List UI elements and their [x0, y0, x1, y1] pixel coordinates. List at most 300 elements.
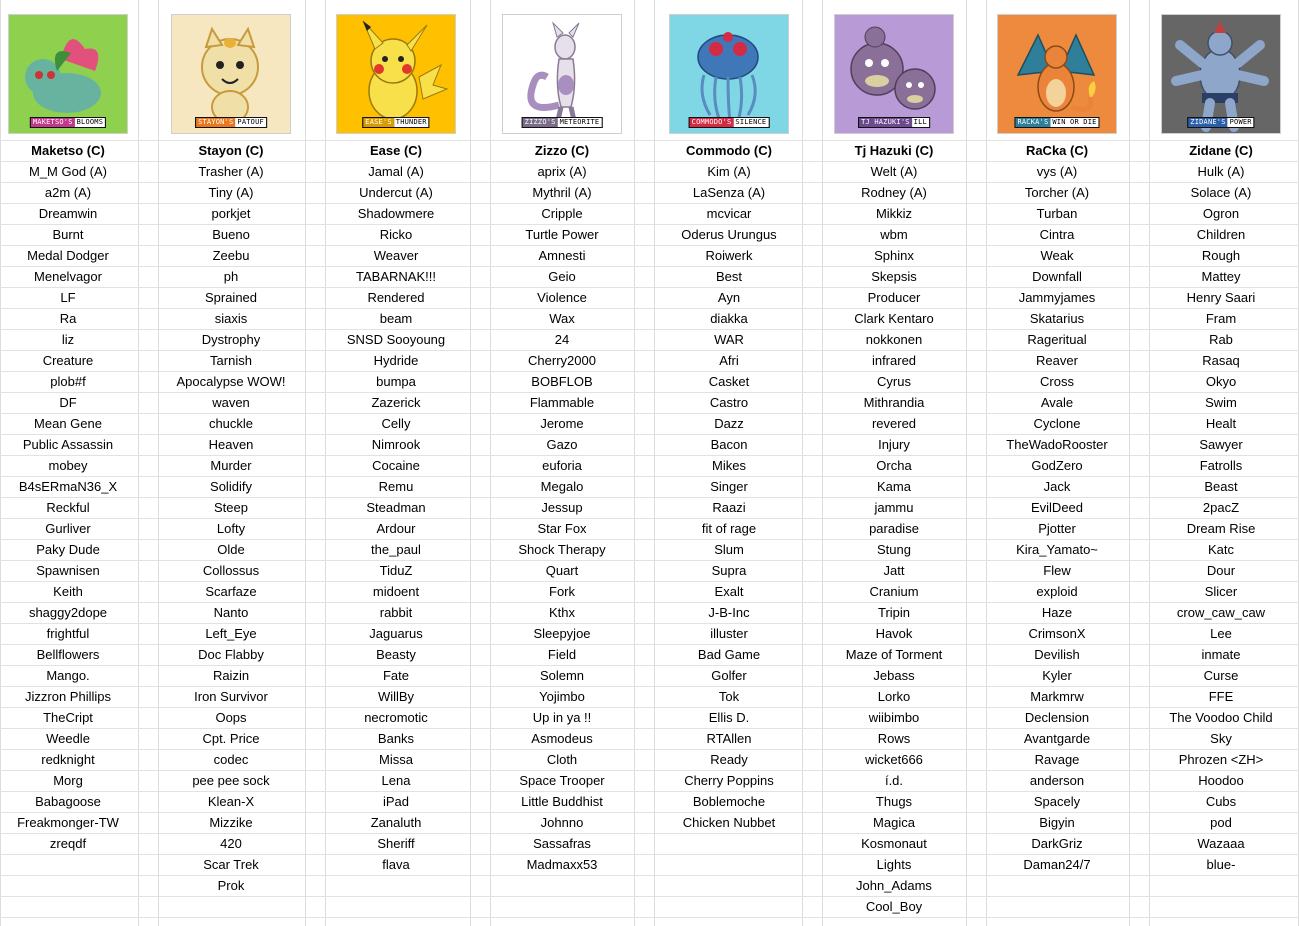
player-cell[interactable]: Okyo: [1205, 374, 1237, 389]
player-cell[interactable]: nokkonen: [865, 332, 923, 347]
player-cell[interactable]: Doc Flabby: [198, 647, 264, 662]
player-cell[interactable]: Supra: [711, 563, 747, 578]
player-cell[interactable]: vys (A): [1036, 164, 1078, 179]
player-cell[interactable]: Ellis D.: [708, 710, 750, 725]
player-cell[interactable]: Ricko: [379, 227, 413, 242]
player-cell[interactable]: wiibimbo: [868, 710, 920, 725]
player-cell[interactable]: Havok: [875, 626, 913, 641]
player-cell[interactable]: Burnt: [52, 227, 84, 242]
player-cell[interactable]: Lena: [381, 773, 411, 788]
player-cell[interactable]: Sky: [1210, 731, 1232, 746]
player-cell[interactable]: Best: [715, 269, 742, 284]
player-cell[interactable]: Thugs: [875, 794, 913, 809]
player-cell[interactable]: diakka: [710, 311, 748, 326]
player-cell[interactable]: Singer: [710, 479, 748, 494]
player-cell[interactable]: Downfall: [1032, 269, 1082, 284]
player-cell[interactable]: John_Adams: [856, 878, 932, 893]
player-cell[interactable]: Celly: [381, 416, 411, 431]
player-cell[interactable]: Solemn: [539, 668, 585, 683]
player-cell[interactable]: Left_Eye: [205, 626, 257, 641]
player-cell[interactable]: Tripin: [877, 605, 911, 620]
player-cell[interactable]: Wax: [549, 311, 575, 326]
player-cell[interactable]: Rendered: [367, 290, 425, 305]
player-cell[interactable]: the_paul: [371, 542, 421, 557]
captain-header-cell[interactable]: Ease (C): [369, 143, 423, 158]
player-cell[interactable]: Mean Gene: [34, 416, 102, 431]
player-cell[interactable]: Tiny (A): [208, 185, 254, 200]
player-cell[interactable]: Mithrandia: [863, 395, 925, 410]
player-cell[interactable]: Maze of Torment: [845, 647, 943, 662]
player-cell[interactable]: Shadowmere: [357, 206, 435, 221]
player-cell[interactable]: Sheriff: [377, 836, 415, 851]
player-cell[interactable]: Producer: [867, 290, 921, 305]
player-cell[interactable]: Raazi: [712, 500, 746, 515]
player-cell[interactable]: Hoodoo: [1198, 773, 1244, 788]
player-cell[interactable]: Cyclone: [1033, 416, 1081, 431]
player-cell[interactable]: EvilDeed: [1030, 500, 1084, 515]
player-cell[interactable]: inmate: [1201, 647, 1241, 662]
player-cell[interactable]: Oops: [215, 710, 247, 725]
player-cell[interactable]: revered: [871, 416, 917, 431]
team-logo-image: [336, 14, 456, 134]
player-cell[interactable]: Wazaaa: [1197, 836, 1245, 851]
player-cell[interactable]: waven: [212, 395, 250, 410]
player-cell[interactable]: Jessup: [541, 500, 583, 515]
player-cell[interactable]: Jack: [1043, 479, 1071, 494]
player-cell[interactable]: wbm: [880, 227, 908, 242]
player-cell[interactable]: codec: [213, 752, 249, 767]
player-cell[interactable]: redknight: [41, 752, 95, 767]
team-logo-image: [1161, 14, 1281, 134]
player-cell[interactable]: Chicken Nubbet: [682, 815, 776, 830]
player-cell[interactable]: SNSD Sooyoung: [346, 332, 446, 347]
player-cell[interactable]: Rodney (A): [861, 185, 927, 200]
team-logo-tag: [195, 117, 267, 128]
player-cell[interactable]: Mikkiz: [875, 206, 913, 221]
team-logo-name: ZIDANE'S: [1190, 118, 1226, 126]
player-cell[interactable]: aprix (A): [537, 164, 587, 179]
player-cell[interactable]: Zanaluth: [370, 815, 422, 830]
player-cell[interactable]: RTAllen: [706, 731, 752, 746]
player-cell[interactable]: DF: [59, 395, 77, 410]
player-cell[interactable]: Cross: [1040, 374, 1074, 389]
player-cell[interactable]: euforia: [542, 458, 582, 473]
player-cell[interactable]: pee pee sock: [192, 773, 270, 788]
player-cell[interactable]: plob#f: [50, 374, 86, 389]
player-cell[interactable]: Slicer: [1204, 584, 1238, 599]
player-cell[interactable]: Klean-X: [207, 794, 255, 809]
player-cell[interactable]: crow_caw_caw: [1176, 605, 1266, 620]
player-cell[interactable]: wicket666: [865, 752, 923, 767]
player-cell[interactable]: Sassafras: [533, 836, 591, 851]
player-cell[interactable]: Banks: [377, 731, 415, 746]
player-cell[interactable]: M_M God (A): [28, 164, 107, 179]
player-cell[interactable]: Cool_Boy: [865, 899, 923, 914]
player-cell[interactable]: Little Buddhist: [521, 794, 603, 809]
player-cell[interactable]: Haze: [1041, 605, 1073, 620]
player-cell[interactable]: Cintra: [1039, 227, 1075, 242]
player-cell[interactable]: Rageritual: [1027, 332, 1087, 347]
player-cell[interactable]: CrimsonX: [1028, 626, 1086, 641]
player-cell[interactable]: Dreamwin: [38, 206, 98, 221]
gridline-horizontal: [0, 896, 1299, 897]
player-cell[interactable]: Fork: [549, 584, 575, 599]
player-cell[interactable]: Cyrus: [877, 374, 911, 389]
player-cell[interactable]: Markmrw: [1030, 689, 1084, 704]
player-cell[interactable]: Babagoose: [35, 794, 101, 809]
player-cell[interactable]: mcvicar: [706, 206, 752, 221]
player-cell[interactable]: Lights: [876, 857, 912, 872]
player-cell[interactable]: fit of rage: [701, 521, 757, 536]
player-cell[interactable]: Kim (A): [707, 164, 751, 179]
team-logo-title: METEORITE: [559, 118, 600, 126]
player-cell[interactable]: Ra: [59, 311, 77, 326]
player-cell[interactable]: bumpa: [376, 374, 416, 389]
player-cell[interactable]: GodZero: [1031, 458, 1083, 473]
player-cell[interactable]: ph: [223, 269, 239, 284]
player-cell[interactable]: Exalt: [714, 584, 744, 599]
player-cell[interactable]: Shock Therapy: [518, 542, 606, 557]
player-cell[interactable]: Heaven: [208, 437, 254, 452]
player-cell[interactable]: Jatt: [883, 563, 905, 578]
player-cell[interactable]: Stung: [877, 542, 911, 557]
player-cell[interactable]: Dazz: [714, 416, 744, 431]
player-cell[interactable]: Flammable: [529, 395, 595, 410]
captain-header-cell[interactable]: Maketso (C): [31, 143, 105, 158]
player-cell[interactable]: Jammyjames: [1018, 290, 1096, 305]
player-cell[interactable]: Skatarius: [1029, 311, 1085, 326]
player-cell[interactable]: Trasher (A): [198, 164, 264, 179]
player-cell[interactable]: Scarfaze: [205, 584, 257, 599]
player-cell[interactable]: Cloth: [546, 752, 578, 767]
player-cell[interactable]: Orcha: [876, 458, 912, 473]
team-logo-image: [669, 14, 789, 134]
player-cell[interactable]: Declension: [1024, 710, 1090, 725]
player-cell[interactable]: Murder: [210, 458, 252, 473]
player-cell[interactable]: Cripple: [541, 206, 583, 221]
player-cell[interactable]: Paky Dude: [36, 542, 100, 557]
player-cell[interactable]: iPad: [382, 794, 410, 809]
player-cell[interactable]: Mizzike: [209, 815, 253, 830]
player-cell[interactable]: shaggy2dope: [28, 605, 108, 620]
player-cell[interactable]: Jebass: [873, 668, 915, 683]
player-cell[interactable]: Phrozen <ZH>: [1178, 752, 1264, 767]
player-cell[interactable]: Slum: [714, 542, 744, 557]
player-cell[interactable]: exploid: [1036, 584, 1078, 599]
player-cell[interactable]: Welt (A): [870, 164, 918, 179]
player-cell[interactable]: a2m (A): [44, 185, 92, 200]
player-cell[interactable]: Nanto: [213, 605, 249, 620]
player-cell[interactable]: Children: [1196, 227, 1246, 242]
player-cell[interactable]: Collossus: [202, 563, 260, 578]
team-logo-tag: [522, 117, 603, 128]
player-cell[interactable]: Flew: [1043, 563, 1071, 578]
player-cell[interactable]: Geio: [548, 269, 576, 284]
player-cell[interactable]: Gazo: [546, 437, 578, 452]
player-cell[interactable]: Katc: [1207, 542, 1234, 557]
player-cell[interactable]: anderson: [1029, 773, 1085, 788]
player-cell[interactable]: illuster: [710, 626, 748, 641]
player-cell[interactable]: liz: [61, 332, 75, 347]
team-logo-title: THUNDER: [395, 118, 427, 126]
player-cell[interactable]: Daman24/7: [1023, 857, 1091, 872]
team-logo-tag: [1014, 117, 1099, 128]
team-logo-tag: [689, 117, 770, 128]
player-cell[interactable]: The Voodoo Child: [1169, 710, 1273, 725]
player-cell[interactable]: Iron Survivor: [194, 689, 268, 704]
captain-header-cell[interactable]: Zidane (C): [1189, 143, 1253, 158]
player-cell[interactable]: Undercut (A): [359, 185, 433, 200]
player-cell[interactable]: Nimrook: [371, 437, 421, 452]
player-cell[interactable]: Lofty: [216, 521, 246, 536]
player-cell[interactable]: Jerome: [540, 416, 584, 431]
player-cell[interactable]: Jizzron Phillips: [25, 689, 111, 704]
player-cell[interactable]: DarkGriz: [1031, 836, 1083, 851]
player-cell[interactable]: LaSenza (A): [692, 185, 766, 200]
player-cell[interactable]: Clark Kentaro: [854, 311, 934, 326]
player-cell[interactable]: siaxis: [214, 311, 248, 326]
player-cell[interactable]: Casket: [708, 374, 750, 389]
player-cell[interactable]: jammu: [874, 500, 914, 515]
player-cell[interactable]: Rab: [1209, 332, 1233, 347]
player-cell[interactable]: Apocalypse WOW!: [176, 374, 286, 389]
player-cell[interactable]: Cocaine: [372, 458, 420, 473]
player-cell[interactable]: LF: [60, 290, 76, 305]
player-cell[interactable]: Pjotter: [1038, 521, 1076, 536]
team-logo-name: RACKA'S: [1017, 118, 1049, 126]
player-cell[interactable]: Reaver: [1036, 353, 1078, 368]
player-cell[interactable]: B4sERmaN36_X: [18, 479, 118, 494]
player-cell[interactable]: Avale: [1040, 395, 1074, 410]
player-cell[interactable]: Beast: [1204, 479, 1238, 494]
player-cell[interactable]: Jamal (A): [368, 164, 424, 179]
player-cell[interactable]: í.d.: [884, 773, 904, 788]
player-cell[interactable]: chuckle: [208, 416, 254, 431]
player-cell[interactable]: Rasaq: [1202, 353, 1240, 368]
player-cell[interactable]: Ayn: [717, 290, 741, 305]
player-cell[interactable]: Bacon: [710, 437, 748, 452]
player-cell[interactable]: Weaver: [373, 248, 419, 263]
captain-header-cell[interactable]: RaCka (C): [1025, 143, 1089, 158]
player-cell[interactable]: TiduZ: [379, 563, 413, 578]
player-cell[interactable]: Boblemoche: [692, 794, 766, 809]
player-cell[interactable]: Cpt. Price: [202, 731, 260, 746]
player-cell[interactable]: TheCript: [43, 710, 93, 725]
player-cell[interactable]: Remu: [378, 479, 414, 494]
team-logo-tag: [858, 117, 930, 128]
player-cell[interactable]: Cherry2000: [528, 353, 596, 368]
player-cell[interactable]: Avantgarde: [1023, 731, 1091, 746]
player-cell[interactable]: Zazerick: [371, 395, 421, 410]
player-cell[interactable]: Henry Saari: [1186, 290, 1256, 305]
captain-header-cell[interactable]: Zizzo (C): [534, 143, 590, 158]
player-cell[interactable]: Curse: [1203, 668, 1239, 683]
player-cell[interactable]: Quart: [545, 563, 579, 578]
player-cell[interactable]: Sphinx: [874, 248, 914, 263]
player-cell[interactable]: Steadman: [366, 500, 426, 515]
team-logo-image: [997, 14, 1117, 134]
player-cell[interactable]: pod: [1210, 815, 1232, 830]
player-cell[interactable]: midoent: [372, 584, 420, 599]
player-cell[interactable]: porkjet: [211, 206, 251, 221]
player-cell[interactable]: Beasty: [376, 647, 416, 662]
player-cell[interactable]: J-B-Inc: [708, 605, 750, 620]
player-cell[interactable]: Up in ya !!: [532, 710, 592, 725]
player-cell[interactable]: Kthx: [548, 605, 575, 620]
player-cell[interactable]: Devilish: [1034, 647, 1080, 662]
player-cell[interactable]: Violence: [537, 290, 587, 305]
player-cell[interactable]: Bellflowers: [36, 647, 100, 662]
player-cell[interactable]: FFE: [1208, 689, 1234, 704]
player-cell[interactable]: Johnno: [540, 815, 584, 830]
team-logo-name: STAYON'S: [198, 118, 234, 126]
player-cell[interactable]: Steep: [214, 500, 248, 515]
player-cell[interactable]: Lee: [1210, 626, 1232, 641]
player-cell[interactable]: Oderus Urungus: [681, 227, 777, 242]
player-cell[interactable]: Tok: [718, 689, 740, 704]
player-cell[interactable]: Roiwerk: [705, 248, 753, 263]
player-cell[interactable]: Turban: [1036, 206, 1078, 221]
player-cell[interactable]: Kosmonaut: [861, 836, 927, 851]
player-cell[interactable]: Megalo: [540, 479, 584, 494]
player-cell[interactable]: Spawnisen: [36, 563, 100, 578]
player-cell[interactable]: Cranium: [869, 584, 919, 599]
player-cell[interactable]: Missa: [379, 752, 413, 767]
player-cell[interactable]: Magica: [873, 815, 915, 830]
player-cell[interactable]: Raizin: [212, 668, 250, 683]
player-cell[interactable]: Fate: [382, 668, 409, 683]
player-cell[interactable]: Bigyin: [1039, 815, 1075, 830]
player-cell[interactable]: WillBy: [377, 689, 415, 704]
player-cell[interactable]: Solace (A): [1190, 185, 1252, 200]
player-cell[interactable]: Ardour: [376, 521, 416, 536]
player-cell[interactable]: Scar Trek: [203, 857, 259, 872]
player-cell[interactable]: blue-: [1206, 857, 1236, 872]
player-cell[interactable]: Castro: [709, 395, 749, 410]
player-cell[interactable]: Skepsis: [871, 269, 917, 284]
captain-header-cell[interactable]: Tj Hazuki (C): [854, 143, 934, 158]
player-cell[interactable]: Creature: [42, 353, 94, 368]
captain-header-cell[interactable]: Commodo (C): [686, 143, 772, 158]
player-cell[interactable]: necromotic: [364, 710, 428, 725]
player-cell[interactable]: Dream Rise: [1186, 521, 1256, 536]
player-cell[interactable]: Madmaxx53: [526, 857, 598, 872]
player-cell[interactable]: Yojimbo: [539, 689, 585, 704]
player-cell[interactable]: Weedle: [46, 731, 90, 746]
player-cell[interactable]: Reckful: [46, 500, 90, 515]
player-cell[interactable]: Sleepyjoe: [533, 626, 591, 641]
player-cell[interactable]: Ready: [710, 752, 748, 767]
player-cell[interactable]: Star Fox: [537, 521, 587, 536]
player-cell[interactable]: Ravage: [1034, 752, 1080, 767]
player-cell[interactable]: Medal Dodger: [27, 248, 109, 263]
player-cell[interactable]: Rough: [1201, 248, 1241, 263]
player-cell[interactable]: Morg: [53, 773, 83, 788]
player-cell[interactable]: Lorko: [877, 689, 911, 704]
player-cell[interactable]: Weak: [1040, 248, 1074, 263]
player-cell[interactable]: Tarnish: [210, 353, 252, 368]
player-cell[interactable]: paradise: [869, 521, 919, 536]
player-cell[interactable]: Mikes: [712, 458, 746, 473]
player-cell[interactable]: 420: [220, 836, 242, 851]
player-cell[interactable]: Mango.: [46, 668, 90, 683]
player-cell[interactable]: Rows: [877, 731, 911, 746]
player-cell[interactable]: Healt: [1205, 416, 1237, 431]
player-cell[interactable]: Kyler: [1042, 668, 1072, 683]
player-cell[interactable]: Gurliver: [45, 521, 91, 536]
player-cell[interactable]: Afri: [719, 353, 739, 368]
player-cell[interactable]: 2pacZ: [1202, 500, 1240, 515]
player-cell[interactable]: Dystrophy: [201, 332, 261, 347]
team-logo-title: WIN OR DIE: [1052, 118, 1097, 126]
player-cell[interactable]: zreqdf: [49, 836, 87, 851]
player-cell[interactable]: beam: [379, 311, 413, 326]
player-cell[interactable]: Cubs: [1205, 794, 1237, 809]
player-cell[interactable]: Mythril (A): [532, 185, 592, 200]
player-cell[interactable]: flava: [382, 857, 410, 872]
team-logo-tag: [1187, 117, 1254, 128]
player-cell[interactable]: Space Trooper: [519, 773, 605, 788]
player-cell[interactable]: Hulk (A): [1197, 164, 1245, 179]
player-cell[interactable]: Kama: [877, 479, 911, 494]
player-cell[interactable]: Ogron: [1202, 206, 1240, 221]
player-cell[interactable]: Spacely: [1033, 794, 1081, 809]
player-cell[interactable]: Amnesti: [538, 248, 586, 263]
player-cell[interactable]: Field: [547, 647, 577, 662]
player-cell[interactable]: Solidify: [210, 479, 252, 494]
captain-header-cell[interactable]: Stayon (C): [198, 143, 264, 158]
player-cell[interactable]: Freakmonger-TW: [17, 815, 119, 830]
player-cell[interactable]: BOBFLOB: [531, 374, 593, 389]
team-logo-name: COMMODO'S: [691, 118, 732, 126]
player-cell[interactable]: Kira_Yamato~: [1016, 542, 1098, 557]
player-cell[interactable]: infrared: [871, 353, 917, 368]
player-cell[interactable]: Mattey: [1201, 269, 1241, 284]
player-cell[interactable]: Cherry Poppins: [684, 773, 774, 788]
player-cell[interactable]: Fatrolls: [1199, 458, 1243, 473]
player-cell[interactable]: Zeebu: [212, 248, 250, 263]
player-cell[interactable]: Menelvagor: [34, 269, 102, 284]
player-cell[interactable]: Asmodeus: [531, 731, 593, 746]
player-cell[interactable]: TABARNAK!!!: [356, 269, 436, 284]
player-cell[interactable]: Turtle Power: [525, 227, 599, 242]
player-cell[interactable]: WAR: [714, 332, 744, 347]
player-cell[interactable]: Prok: [217, 878, 245, 893]
player-cell[interactable]: Injury: [878, 437, 910, 452]
player-cell[interactable]: Swim: [1205, 395, 1237, 410]
player-cell[interactable]: Olde: [217, 542, 245, 557]
player-cell[interactable]: Bueno: [212, 227, 250, 242]
player-cell[interactable]: Sprained: [204, 290, 258, 305]
player-cell[interactable]: Jaguarus: [369, 626, 423, 641]
player-cell[interactable]: Keith: [53, 584, 83, 599]
player-cell[interactable]: Sawyer: [1199, 437, 1243, 452]
player-cell[interactable]: Bad Game: [697, 647, 761, 662]
player-cell[interactable]: mobey: [48, 458, 88, 473]
player-cell[interactable]: frightful: [46, 626, 90, 641]
player-cell[interactable]: Dour: [1206, 563, 1236, 578]
player-cell[interactable]: 24: [554, 332, 570, 347]
player-cell[interactable]: TheWadoRooster: [1006, 437, 1108, 452]
player-cell[interactable]: Public Assassin: [22, 437, 114, 452]
player-cell[interactable]: Hydride: [373, 353, 419, 368]
player-cell[interactable]: Fram: [1205, 311, 1237, 326]
team-logo-title: PATOUF: [237, 118, 264, 126]
player-cell[interactable]: Golfer: [711, 668, 747, 683]
player-cell[interactable]: rabbit: [379, 605, 413, 620]
team-logo-tag: [30, 117, 106, 128]
player-cell[interactable]: Torcher (A): [1024, 185, 1090, 200]
